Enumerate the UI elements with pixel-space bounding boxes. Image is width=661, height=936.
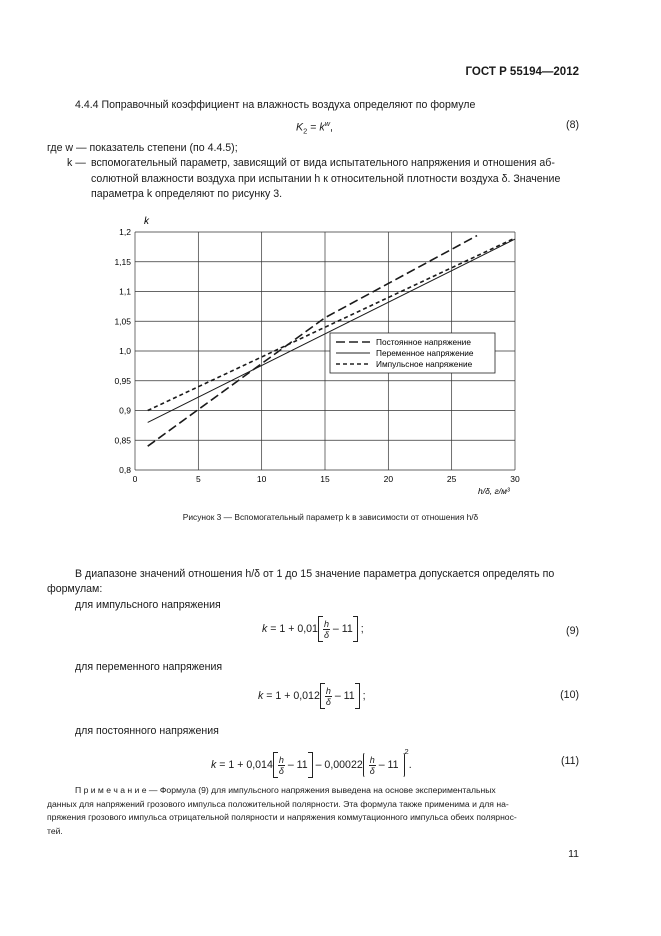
figure-3-chart	[100, 212, 540, 502]
y-tick-label: 1,0	[119, 346, 131, 356]
y-tick-label: 0,95	[114, 375, 131, 386]
x-tick-label: 30	[510, 474, 520, 484]
label-ac: для переменного напряжения	[75, 661, 223, 673]
formula-11-number: (11)	[560, 755, 579, 767]
chart-legend	[330, 333, 495, 373]
legend-label-ac: Переменное напряжение	[376, 348, 474, 358]
figure-caption: Рисунок 3 — Вспомогательный параметр k в зависимости от отношения h/δ	[182, 512, 479, 522]
range-text-1: В диапазоне значений отношения h/δ от 1 до 15 значение параметра допускается определять по	[75, 568, 555, 580]
where-k-text: вспомогательный параметр, зависящий от вида испытательного напряжения и отношения аб- солютной влажности воздуха при испытании h к относительной плотности воздуха δ. Значение параметра k определяют по рисунку 3.	[91, 157, 561, 200]
formula-10-number: (10)	[560, 689, 579, 701]
x-tick-label: 25	[446, 474, 457, 484]
y-tick-label: 0,9	[119, 405, 131, 416]
series-line-2	[148, 238, 515, 411]
legend-label-dc: Постоянное напряжение	[376, 337, 471, 347]
formula-10: k = 1 + 0,012 $\frac{h}{\delta}$ – 11 ;	[258, 683, 366, 709]
formula-11: k = 1 + 0,014 $\frac{h}{\delta}$ – 11 – 0,00022 $\frac{h}{\delta}$ – $11^2$.	[211, 747, 412, 778]
x-tick-label: 10	[256, 474, 267, 484]
formula-9: k = 1 + 0,01 $\frac{h}{\delta}$ – 11 ;	[262, 616, 364, 642]
y-tick-label: 1,1	[119, 286, 131, 297]
y-axis-label: k	[144, 216, 149, 227]
x-tick-label: 20	[383, 474, 394, 484]
y-tick-label: 1,15	[114, 256, 131, 267]
section-intro: 4.4.4 Поправочный коэффициент на влажность воздуха определяют по формуле	[75, 99, 476, 111]
x-tick-label: 15	[320, 474, 330, 484]
y-tick-label: 1,2	[119, 227, 131, 237]
formula-8: $K_2 = k^w$,	[296, 119, 333, 136]
series-line-1	[148, 239, 515, 422]
range-text-2: формулам:	[47, 583, 103, 595]
legend-label-impulse: Импульсное напряжение	[376, 359, 473, 369]
y-tick-label: 1,05	[114, 316, 131, 327]
page-number: 11	[568, 848, 579, 860]
formula-8-number: (8)	[566, 119, 579, 131]
x-axis-label: h/δ, г/м³	[478, 486, 510, 496]
where-w: где w — показатель степени (по 4.4.5);	[47, 142, 238, 154]
note-block: П р и м е ч а н и е — Формула (9) для импульсного напряжения выведена на основе экспериментальных данных для напряжений грозового импульса положительной полярности. Эта формула также применима и для на- пряжения грозового импульса отрицательной полярности и напряжения коммутационного импульса обеих полярнос- тей.	[47, 785, 517, 836]
label-dc: для постоянного напряжения	[75, 725, 219, 737]
label-impulse: для импульсного напряжения	[75, 599, 221, 611]
formula-9-number: (9)	[566, 625, 579, 637]
x-tick-label: 0	[132, 474, 138, 484]
document-id: ГОСТ Р 55194—2012	[465, 66, 579, 78]
x-tick-label: 5	[195, 474, 201, 484]
where-k-label: k —	[67, 157, 86, 169]
y-tick-label: 0,8	[119, 465, 131, 475]
y-tick-label: 0,85	[114, 435, 131, 446]
